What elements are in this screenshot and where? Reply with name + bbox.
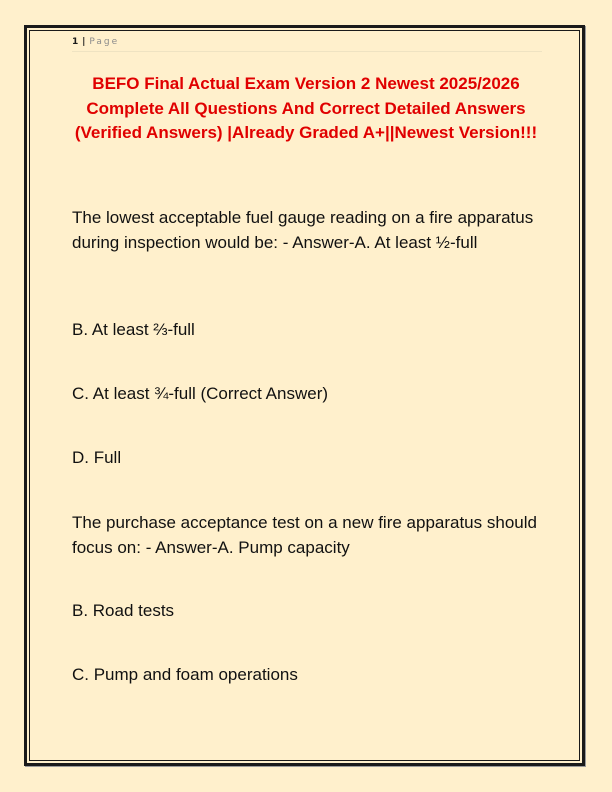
question-2-stem: The purchase acceptance test on a new fire apparatus should focus on: - Answer-A. Pump capacity — [72, 513, 537, 557]
page-number: 1 — [72, 37, 79, 47]
question-1-stem: The lowest acceptable fuel gauge reading on a fire apparatus during inspection would be: - Answer-A. At least ½-full — [72, 208, 534, 252]
page-label: Page — [89, 37, 120, 47]
question-1-option-d: D. Full — [72, 448, 122, 467]
page-header — [72, 36, 542, 52]
question-1-option-b: B. At least ⅔-full — [72, 320, 195, 339]
question-2-option-c: C. Pump and foam operations — [72, 665, 298, 684]
question-1-option-c: C. At least ¾-full (Correct Answer) — [72, 384, 329, 403]
question-2-option-b: B. Road tests — [72, 601, 175, 620]
document-title: BEFO Final Actual Exam Version 2 Newest 2025/2026 Complete All Questions And Correct Detailed Answers (Verified Answers) |Already Graded A+||Newest Version!!! — [74, 74, 538, 142]
page-number-separator: | — [82, 37, 86, 47]
